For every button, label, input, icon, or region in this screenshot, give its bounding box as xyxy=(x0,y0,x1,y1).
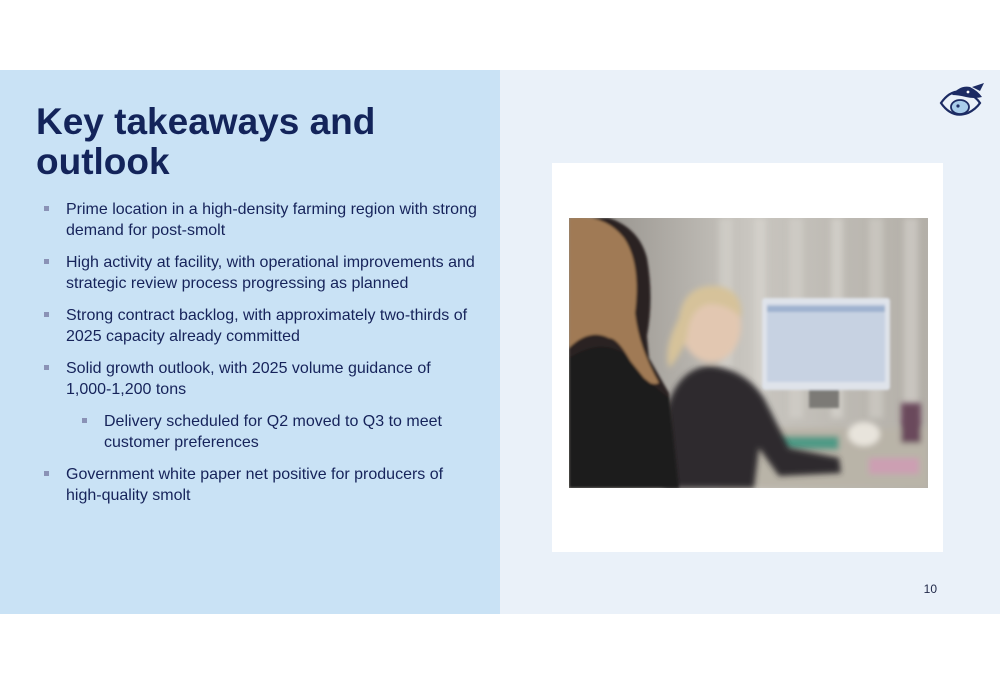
bullet-item: High activity at facility, with operational improvements and strategic review process progressing as planned xyxy=(40,252,480,294)
sub-bullet-item: Delivery scheduled for Q2 moved to Q3 to meet customer preferences xyxy=(40,411,480,453)
two-fish-logo-icon xyxy=(938,83,986,121)
slide xyxy=(0,70,1000,614)
slide-title: Key takeaways and outlook xyxy=(36,101,376,182)
left-text-panel xyxy=(0,70,500,614)
bullet-item: Government white paper net positive for producers of high-quality smolt xyxy=(40,464,480,506)
bullet-item: Solid growth outlook, with 2025 volume guidance of 1,000-1,200 tons xyxy=(40,358,480,400)
bullet-item: Strong contract backlog, with approximately two-thirds of 2025 capacity already committed xyxy=(40,305,480,347)
page-number: 10 xyxy=(923,582,937,596)
photo-card xyxy=(552,163,943,552)
bullet-list xyxy=(40,199,480,517)
office-photo xyxy=(569,218,928,488)
office-photo-illustration xyxy=(569,218,928,488)
bullet-item: Prime location in a high-density farming region with strong demand for post-smolt xyxy=(40,199,480,241)
